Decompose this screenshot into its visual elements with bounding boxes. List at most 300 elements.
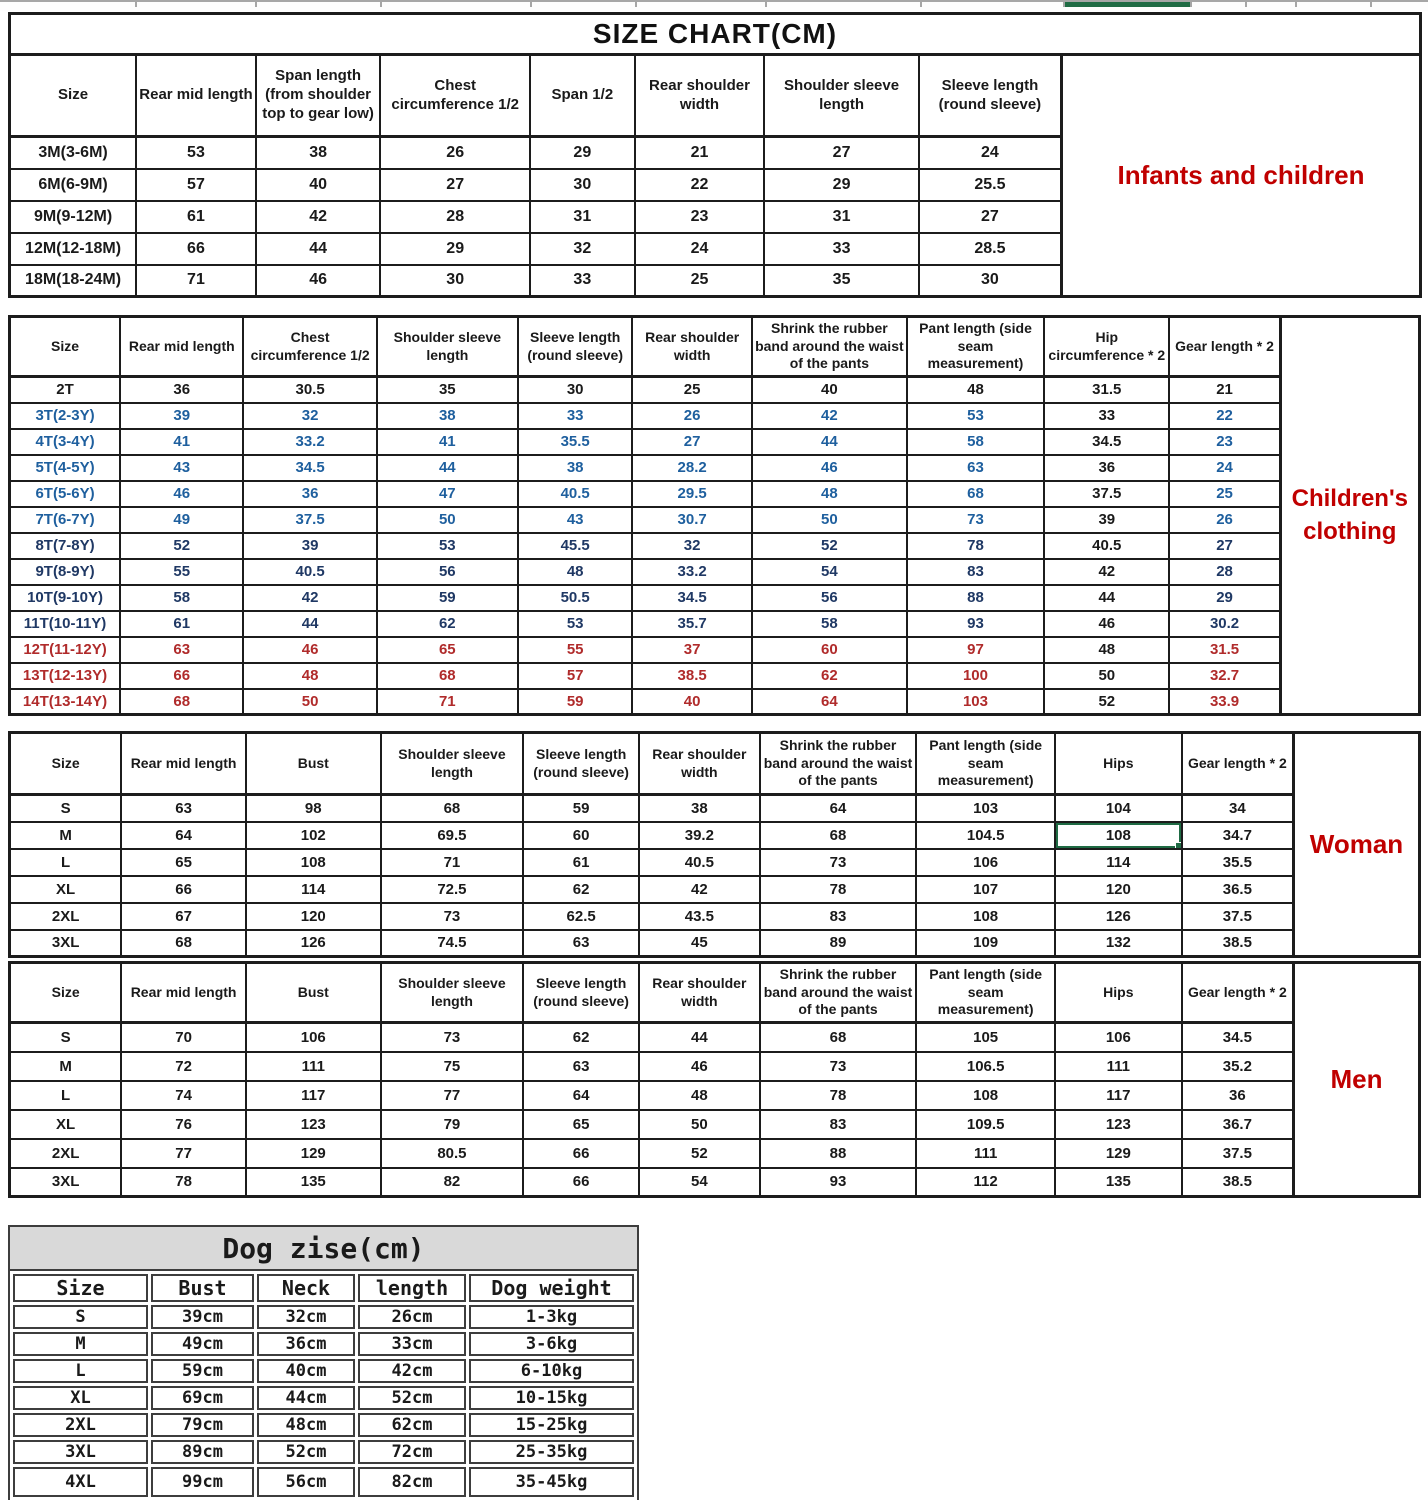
data-cell: 22 (635, 169, 765, 201)
table-row (10, 233, 1062, 265)
data-cell: 32 (530, 233, 635, 265)
data-cell: 46 (120, 481, 243, 507)
table-row (13, 1413, 634, 1437)
data-cell: 111 (916, 1139, 1055, 1168)
data-cell: 104 (1055, 795, 1182, 822)
table-row (10, 1023, 1294, 1052)
data-cell: 63 (523, 1052, 639, 1081)
data-cell: 39 (120, 403, 243, 429)
data-cell: 35-45kg (469, 1467, 634, 1497)
data-cell: 132 (1055, 930, 1182, 957)
data-cell: 31 (530, 201, 635, 233)
row-size-cell: M (10, 1052, 122, 1081)
data-cell: 36 (243, 481, 376, 507)
data-cell: 30 (530, 169, 635, 201)
data-cell: 40.5 (639, 849, 760, 876)
data-cell: 48 (1044, 637, 1169, 663)
data-cell: 78 (121, 1168, 246, 1197)
data-cell: 82 (381, 1168, 524, 1197)
gridline-tick (255, 2, 257, 7)
data-cell: 77 (381, 1081, 524, 1110)
data-cell: 52 (1044, 689, 1169, 715)
data-cell: 45.5 (518, 533, 633, 559)
data-cell: 61 (120, 611, 243, 637)
data-cell: 107 (916, 876, 1055, 903)
row-size-cell: L (10, 849, 122, 876)
table-row (10, 507, 1281, 533)
woman-group-label: Woman (1295, 731, 1421, 958)
gridline-tick (380, 2, 382, 7)
table-row (13, 1467, 634, 1497)
data-cell: 71 (136, 265, 256, 297)
data-cell: 114 (246, 876, 381, 903)
row-size-cell: L (10, 1081, 122, 1110)
header-row (10, 963, 1294, 1023)
column-header: Size (13, 1274, 148, 1302)
data-cell: 42 (256, 201, 381, 233)
column-header: Sleeve length (round sleeve) (919, 55, 1062, 137)
data-cell: 66 (523, 1139, 639, 1168)
data-cell: 40 (256, 169, 381, 201)
data-cell: 111 (246, 1052, 381, 1081)
data-cell: 46 (243, 637, 376, 663)
data-cell: 42 (639, 876, 760, 903)
data-cell: 59 (523, 795, 639, 822)
table-row (10, 1081, 1294, 1110)
data-cell: 97 (907, 637, 1044, 663)
data-cell: 27 (1169, 533, 1280, 559)
header-row (10, 55, 1062, 137)
data-cell: 106.5 (916, 1052, 1055, 1081)
data-cell: 37 (632, 637, 751, 663)
data-cell: 80.5 (381, 1139, 524, 1168)
table-row (10, 429, 1281, 455)
data-cell: 29 (380, 233, 530, 265)
column-header: Size (10, 317, 121, 377)
data-cell: 68 (120, 689, 243, 715)
column-header: Size (10, 733, 122, 795)
row-size-cell: XL (10, 876, 122, 903)
column-header: Shoulder sleeve length (381, 963, 524, 1023)
data-cell: 32.7 (1169, 663, 1280, 689)
data-cell: 109.5 (916, 1110, 1055, 1139)
data-cell: 43 (518, 507, 633, 533)
data-cell: 37.5 (1182, 1139, 1294, 1168)
data-cell: 40cm (257, 1359, 355, 1383)
data-cell: 35.5 (518, 429, 633, 455)
data-cell: 78 (907, 533, 1044, 559)
data-cell: 66 (121, 876, 246, 903)
gridline-tick (135, 2, 137, 7)
data-cell: 71 (377, 689, 518, 715)
data-cell: 33cm (358, 1332, 466, 1356)
data-cell: 78 (760, 876, 917, 903)
data-cell: 41 (377, 429, 518, 455)
column-header: Rear mid length (136, 55, 256, 137)
data-cell: 27 (632, 429, 751, 455)
table-row (10, 137, 1062, 169)
column-header: Sleeve length (round sleeve) (523, 963, 639, 1023)
data-cell: 38.5 (1182, 930, 1294, 957)
data-cell: 65 (523, 1110, 639, 1139)
data-cell: 59 (518, 689, 633, 715)
data-cell: 36cm (257, 1332, 355, 1356)
data-cell: 106 (916, 849, 1055, 876)
data-cell: 26cm (358, 1305, 466, 1329)
data-cell: 61 (136, 201, 256, 233)
column-header: Shoulder sleeve length (764, 55, 919, 137)
data-cell: 37.5 (1182, 903, 1294, 930)
data-cell: 45 (639, 930, 760, 957)
column-header: Shrink the rubber band around the waist of the pants (760, 733, 917, 795)
data-cell: 68 (381, 795, 524, 822)
data-cell: 123 (1055, 1110, 1182, 1139)
data-cell: 38 (639, 795, 760, 822)
data-cell: 44 (256, 233, 381, 265)
data-cell: 23 (1169, 429, 1280, 455)
row-size-cell: 13T(12-13Y) (10, 663, 121, 689)
data-cell: 33.2 (632, 559, 751, 585)
gridline-tick (635, 2, 637, 7)
gridline-tick (1190, 2, 1192, 7)
gridline-tick (920, 2, 922, 7)
column-header: Hips (1055, 733, 1182, 795)
data-cell: 26 (1169, 507, 1280, 533)
table-row (10, 795, 1294, 822)
data-cell: 34.5 (1044, 429, 1169, 455)
data-cell: 68 (377, 663, 518, 689)
data-cell: 73 (381, 903, 524, 930)
column-header: Rear shoulder width (639, 963, 760, 1023)
data-cell: 89 (760, 930, 917, 957)
infants-group-label: Infants and children (1063, 53, 1422, 298)
data-cell: 38 (377, 403, 518, 429)
data-cell: 62 (523, 1023, 639, 1052)
table-row (10, 585, 1281, 611)
row-size-cell: 4T(3-4Y) (10, 429, 121, 455)
data-cell: 28.2 (632, 455, 751, 481)
infants-size-table (8, 53, 1063, 298)
data-cell: 48 (752, 481, 907, 507)
data-cell: 24 (919, 137, 1062, 169)
data-cell: 126 (246, 930, 381, 957)
table-row (10, 403, 1281, 429)
data-cell: 39 (243, 533, 376, 559)
data-cell: 71 (381, 849, 524, 876)
row-size-cell: 3XL (10, 1168, 122, 1197)
data-cell: 40.5 (1044, 533, 1169, 559)
data-cell: 33 (530, 265, 635, 297)
data-cell: 44 (1044, 585, 1169, 611)
data-cell: 62 (523, 876, 639, 903)
data-cell: 117 (1055, 1081, 1182, 1110)
data-cell: 126 (1055, 903, 1182, 930)
data-cell: 46 (639, 1052, 760, 1081)
data-cell: 35.2 (1182, 1052, 1294, 1081)
data-cell: 48 (907, 377, 1044, 403)
row-size-cell: XL (13, 1386, 148, 1410)
data-cell: 88 (760, 1139, 917, 1168)
data-cell: 50 (377, 507, 518, 533)
data-cell: 21 (635, 137, 765, 169)
data-cell: 77 (121, 1139, 246, 1168)
data-cell: 53 (518, 611, 633, 637)
data-cell: 70 (121, 1023, 246, 1052)
data-cell: 1-3kg (469, 1305, 634, 1329)
data-cell: 79 (381, 1110, 524, 1139)
data-cell: 49 (120, 507, 243, 533)
data-cell: 93 (907, 611, 1044, 637)
table-row (13, 1305, 634, 1329)
data-cell: 120 (246, 903, 381, 930)
data-cell: 44 (639, 1023, 760, 1052)
data-cell: 62.5 (523, 903, 639, 930)
data-cell: 15-25kg (469, 1413, 634, 1437)
data-cell: 52 (639, 1139, 760, 1168)
table-row (10, 455, 1281, 481)
row-size-cell: 3M(3-6M) (10, 137, 137, 169)
row-size-cell: 9M(9-12M) (10, 201, 137, 233)
data-cell: 55 (120, 559, 243, 585)
data-cell: 29 (530, 137, 635, 169)
gridline-tick (765, 2, 767, 7)
data-cell: 108 (916, 903, 1055, 930)
data-cell: 52 (752, 533, 907, 559)
header-row (10, 733, 1294, 795)
row-size-cell: M (10, 822, 122, 849)
table-row (13, 1386, 634, 1410)
data-cell: 74.5 (381, 930, 524, 957)
header-row (10, 317, 1281, 377)
data-cell: 31.5 (1169, 637, 1280, 663)
table-row (10, 849, 1294, 876)
data-cell: 66 (136, 233, 256, 265)
data-cell: 33.9 (1169, 689, 1280, 715)
data-cell: 36 (1044, 455, 1169, 481)
row-size-cell: L (13, 1359, 148, 1383)
data-cell: 36 (120, 377, 243, 403)
data-cell: 21 (1169, 377, 1280, 403)
column-header: Bust (151, 1274, 254, 1302)
column-header: Rear mid length (121, 963, 246, 1023)
dog-size-table (10, 1271, 637, 1500)
column-header: Chest circumference 1/2 (243, 317, 376, 377)
data-cell: 64 (760, 795, 917, 822)
data-cell: 52cm (358, 1386, 466, 1410)
gridline-tick (530, 2, 532, 7)
data-cell: 24 (635, 233, 765, 265)
column-header: Pant length (side seam measurement) (916, 733, 1055, 795)
data-cell: 35.7 (632, 611, 751, 637)
column-header: Gear length * 2 (1182, 733, 1294, 795)
selected-cell: 108 (1055, 822, 1182, 849)
woman-size-table (8, 731, 1295, 958)
data-cell: 106 (1055, 1023, 1182, 1052)
row-size-cell: 10T(9-10Y) (10, 585, 121, 611)
data-cell: 28 (380, 201, 530, 233)
data-cell: 3-6kg (469, 1332, 634, 1356)
data-cell: 73 (760, 1052, 917, 1081)
data-cell: 44cm (257, 1386, 355, 1410)
data-cell: 117 (246, 1081, 381, 1110)
data-cell: 36.5 (1182, 876, 1294, 903)
data-cell: 114 (1055, 849, 1182, 876)
data-cell: 69.5 (381, 822, 524, 849)
dog-size-title: Dog zise(cm) (10, 1227, 637, 1271)
gridline-tick (1063, 2, 1065, 7)
data-cell: 44 (377, 455, 518, 481)
table-row (13, 1440, 634, 1464)
data-cell: 48 (518, 559, 633, 585)
data-cell: 56 (377, 559, 518, 585)
gridline-tick (1370, 2, 1372, 7)
data-cell: 62 (377, 611, 518, 637)
column-header: Bust (246, 733, 381, 795)
data-cell: 50 (1044, 663, 1169, 689)
table-row (10, 876, 1294, 903)
row-size-cell: 3T(2-3Y) (10, 403, 121, 429)
data-cell: 33 (764, 233, 919, 265)
data-cell: 54 (752, 559, 907, 585)
data-cell: 103 (907, 689, 1044, 715)
table-row (10, 559, 1281, 585)
row-size-cell: 8T(7-8Y) (10, 533, 121, 559)
data-cell: 73 (760, 849, 917, 876)
data-cell: 99cm (151, 1467, 254, 1497)
row-size-cell: 2XL (10, 903, 122, 930)
data-cell: 50 (639, 1110, 760, 1139)
data-cell: 33 (1044, 403, 1169, 429)
data-cell: 60 (523, 822, 639, 849)
data-cell: 39.2 (639, 822, 760, 849)
data-cell: 30 (518, 377, 633, 403)
column-header: Shoulder sleeve length (381, 733, 524, 795)
table-row (10, 611, 1281, 637)
data-cell: 48 (243, 663, 376, 689)
table-row (10, 637, 1281, 663)
data-cell: 26 (380, 137, 530, 169)
data-cell: 66 (120, 663, 243, 689)
column-header: Rear shoulder width (639, 733, 760, 795)
data-cell: 49cm (151, 1332, 254, 1356)
data-cell: 68 (907, 481, 1044, 507)
data-cell: 31 (764, 201, 919, 233)
data-cell: 27 (919, 201, 1062, 233)
row-size-cell: XL (10, 1110, 122, 1139)
data-cell: 6-10kg (469, 1359, 634, 1383)
data-cell: 57 (518, 663, 633, 689)
data-cell: 76 (121, 1110, 246, 1139)
data-cell: 37.5 (1044, 481, 1169, 507)
data-cell: 40 (752, 377, 907, 403)
data-cell: 47 (377, 481, 518, 507)
data-cell: 33.2 (243, 429, 376, 455)
data-cell: 44 (243, 611, 376, 637)
data-cell: 93 (760, 1168, 917, 1197)
column-header: Hips (1055, 963, 1182, 1023)
table-row (10, 689, 1281, 715)
data-cell: 38 (256, 137, 381, 169)
data-cell: 37.5 (243, 507, 376, 533)
data-cell: 100 (907, 663, 1044, 689)
data-cell: 57 (136, 169, 256, 201)
data-cell: 66 (523, 1168, 639, 1197)
data-cell: 105 (916, 1023, 1055, 1052)
data-cell: 61 (523, 849, 639, 876)
data-cell: 52 (120, 533, 243, 559)
data-cell: 40 (632, 689, 751, 715)
row-size-cell: 6M(6-9M) (10, 169, 137, 201)
data-cell: 39 (1044, 507, 1169, 533)
data-cell: 135 (1055, 1168, 1182, 1197)
table-row (10, 1052, 1294, 1081)
table-row (10, 822, 1294, 849)
data-cell: 53 (907, 403, 1044, 429)
data-cell: 72.5 (381, 876, 524, 903)
data-cell: 79cm (151, 1413, 254, 1437)
gridline-tick (1295, 2, 1297, 7)
table-row (10, 377, 1281, 403)
data-cell: 64 (752, 689, 907, 715)
table-row (10, 169, 1062, 201)
size-chart-title: SIZE CHART(CM) (8, 12, 1422, 53)
row-size-cell: 4XL (13, 1467, 148, 1497)
data-cell: 82cm (358, 1467, 466, 1497)
data-cell: 30.2 (1169, 611, 1280, 637)
data-cell: 56 (752, 585, 907, 611)
row-size-cell: M (13, 1332, 148, 1356)
data-cell: 63 (121, 795, 246, 822)
data-cell: 59cm (151, 1359, 254, 1383)
data-cell: 102 (246, 822, 381, 849)
data-cell: 38.5 (1182, 1168, 1294, 1197)
data-cell: 34.5 (243, 455, 376, 481)
data-cell: 88 (907, 585, 1044, 611)
data-cell: 63 (120, 637, 243, 663)
data-cell: 65 (377, 637, 518, 663)
data-cell: 52cm (257, 1440, 355, 1464)
data-cell: 68 (760, 1023, 917, 1052)
data-cell: 135 (246, 1168, 381, 1197)
row-size-cell: 3XL (13, 1440, 148, 1464)
data-cell: 108 (916, 1081, 1055, 1110)
data-cell: 43 (120, 455, 243, 481)
data-cell: 32 (243, 403, 376, 429)
data-cell: 36.7 (1182, 1110, 1294, 1139)
data-cell: 24 (1169, 455, 1280, 481)
data-cell: 58 (120, 585, 243, 611)
header-row (13, 1274, 634, 1302)
column-header: Span length (from shoulder top to gear low) (256, 55, 381, 137)
row-size-cell: S (10, 795, 122, 822)
column-header: Rear mid length (120, 317, 243, 377)
data-cell: 56cm (257, 1467, 355, 1497)
data-cell: 36 (1182, 1081, 1294, 1110)
children-size-table (8, 315, 1282, 716)
data-cell: 34 (1182, 795, 1294, 822)
table-row (10, 201, 1062, 233)
row-size-cell: 6T(5-6Y) (10, 481, 121, 507)
data-cell: 68 (760, 822, 917, 849)
data-cell: 42 (752, 403, 907, 429)
data-cell: 129 (246, 1139, 381, 1168)
column-header: Gear length * 2 (1169, 317, 1280, 377)
table-row (13, 1359, 634, 1383)
data-cell: 89cm (151, 1440, 254, 1464)
data-cell: 73 (381, 1023, 524, 1052)
row-size-cell: 9T(8-9Y) (10, 559, 121, 585)
table-row (10, 903, 1294, 930)
